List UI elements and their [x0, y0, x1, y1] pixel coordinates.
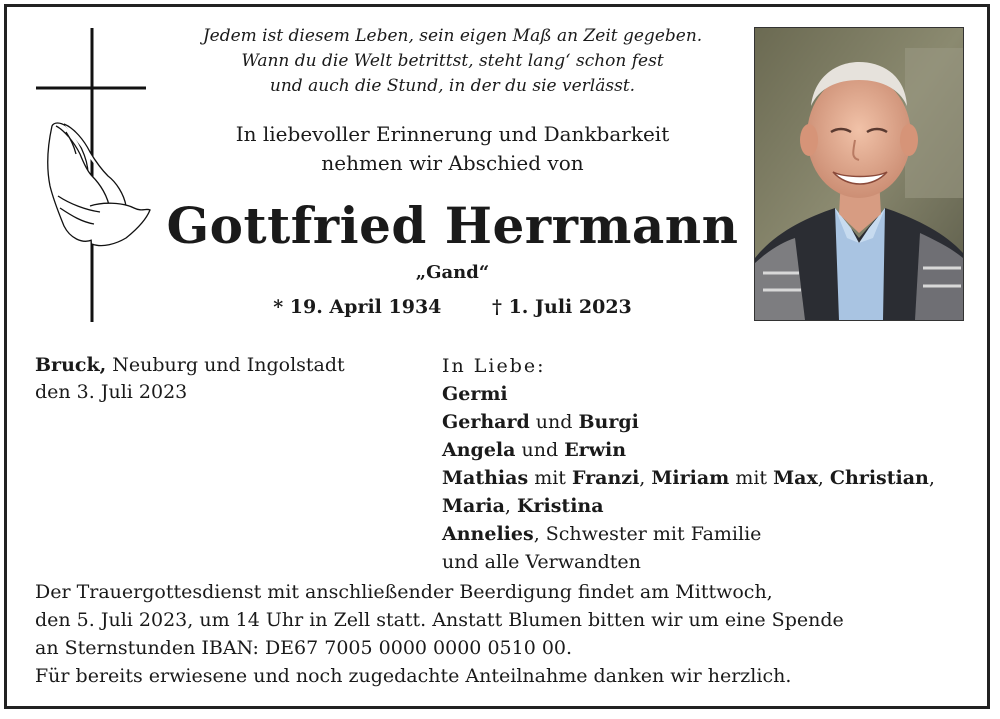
family-member: Burgi [578, 411, 639, 433]
family-heading: In Liebe: [442, 355, 546, 377]
family-connector: , [928, 467, 935, 489]
family-member: Erwin [564, 439, 627, 461]
service-line: Für bereits erwiesene und noch zugedachte Anteilnahme danken wir herzlich. [35, 665, 792, 687]
town-bold: Bruck, [35, 354, 107, 376]
intro-line: nehmen wir Abschied von [321, 151, 584, 175]
family-member: Maria [442, 495, 505, 517]
place-and-date [35, 352, 345, 406]
family-connector: und [529, 411, 579, 433]
cross-with-hands [30, 26, 160, 326]
family-connector: , [504, 495, 517, 517]
family-line [442, 380, 935, 408]
family-line [442, 520, 935, 548]
poem [180, 24, 725, 99]
family-line: und alle Verwandten [442, 551, 641, 573]
poem-line: und auch die Stund, in der du sie verlässt. [269, 76, 636, 96]
family-member: Germi [442, 383, 508, 405]
family-connector: , Schwester mit Familie [533, 523, 762, 545]
service-info [35, 578, 970, 690]
family-line [442, 492, 935, 520]
service-line: den 5. Juli 2023, um 14 Uhr in Zell statt. Anstatt Blumen bitten wir um eine Spende [35, 609, 844, 631]
poem-line: Wann du die Welt betrittst, steht lang‘ schon fest [241, 51, 664, 71]
deceased-name: Gottfried Herrmann [166, 196, 739, 255]
family-member: Annelies [442, 523, 534, 545]
family-line [442, 464, 935, 492]
family-connector: mit [528, 467, 572, 489]
family-member: Kristina [516, 495, 604, 517]
family-list [442, 352, 935, 576]
towns-rest: Neuburg und Ingolstadt [106, 354, 345, 376]
family-member: Miriam [651, 467, 730, 489]
family-member: Angela [442, 439, 516, 461]
deceased-nickname: „Gand“ [415, 262, 490, 283]
birth-date: * 19. April 1934 [273, 296, 442, 318]
praying-hands-icon [48, 123, 150, 246]
family-connector: und [515, 439, 565, 461]
family-member: Max [773, 467, 818, 489]
service-line: Der Trauergottesdienst mit anschließender Beerdigung findet am Mittwoch, [35, 581, 773, 603]
family-line [442, 408, 935, 436]
family-member: Franzi [571, 467, 640, 489]
family-connector: , [639, 467, 652, 489]
notice-date: den 3. Juli 2023 [35, 381, 188, 403]
portrait-illustration [755, 28, 963, 320]
family-connector: , [817, 467, 830, 489]
towns [35, 352, 345, 379]
poem-line: Jedem ist diesem Leben, sein eigen Maß an Zeit gegeben. [202, 26, 703, 46]
family-member: Mathias [442, 467, 529, 489]
intro-text [180, 120, 725, 178]
death-date: † 1. Juli 2023 [492, 296, 632, 318]
family-line [442, 436, 935, 464]
family-member: Gerhard [442, 411, 530, 433]
intro-line: In liebevoller Erinnerung und Dankbarkeit [235, 122, 670, 146]
life-dates [180, 296, 725, 318]
service-line: an Sternstunden IBAN: DE67 7005 0000 0000 0510 00. [35, 637, 573, 659]
family-member: Christian [829, 467, 929, 489]
portrait-photo [754, 27, 964, 321]
family-connector: mit [729, 467, 774, 489]
